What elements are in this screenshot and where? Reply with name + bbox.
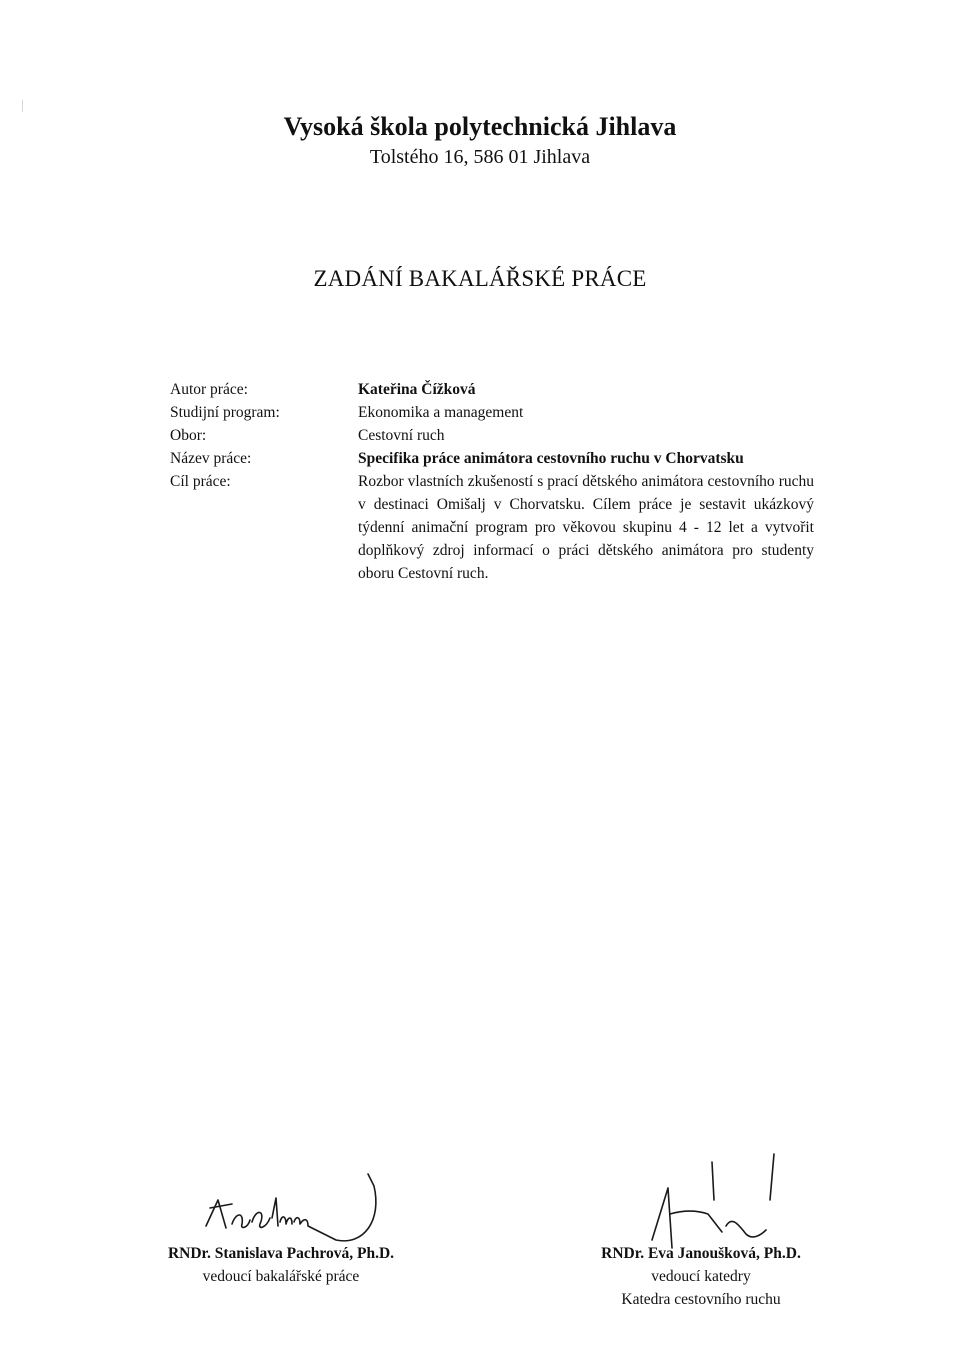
title-value: Specifika práce animátora cestovního ruchu v Chorvatsku [358,450,744,467]
goal-value: Rozbor vlastních zkušeností s prací dětského animátora cestovního ruchu v destinaci Omišalj v Chorvatsku. Cílem práce je sestavit ukázkový týdenní animační program pro věkovou skupinu 4 - 12 let a vytvořit doplňkový zdroj informací o práci dětského animátora pro studenty oboru Cestovní ruch. [358,473,814,582]
document-heading: ZADÁNÍ BAKALÁŘSKÉ PRÁCE [313,266,647,291]
signature-right-image [640,1148,800,1252]
head-role: vedoucí katedry [651,1268,751,1285]
goal-label: Cíl práce: [170,473,231,490]
head-name: RNDr. Eva Janoušková, Ph.D. [601,1245,801,1262]
supervisor-name: RNDr. Stanislava Pachrová, Ph.D. [167,1245,395,1262]
school-address: Tolstého 16, 586 01 Jihlava [369,146,591,168]
field-value: Cestovní ruch [358,427,445,444]
author-value: Kateřina Čížková [358,381,476,398]
field-labels [170,378,320,493]
author-label: Autor práce: [170,381,248,398]
title-label: Název práce: [170,450,252,467]
department-name: Katedra cestovního ruchu [621,1291,781,1308]
program-value: Ekonomika a management [358,404,524,421]
field-values [358,378,814,585]
field-label: Obor: [170,427,207,444]
supervisor-role: vedoucí bakalářské práce [202,1268,360,1285]
school-name: Vysoká škola polytechnická Jihlava [283,112,677,141]
scan-artifact [22,100,23,112]
program-label: Studijní program: [170,404,280,421]
signature-right [580,1242,822,1311]
signature-left [150,1242,412,1288]
